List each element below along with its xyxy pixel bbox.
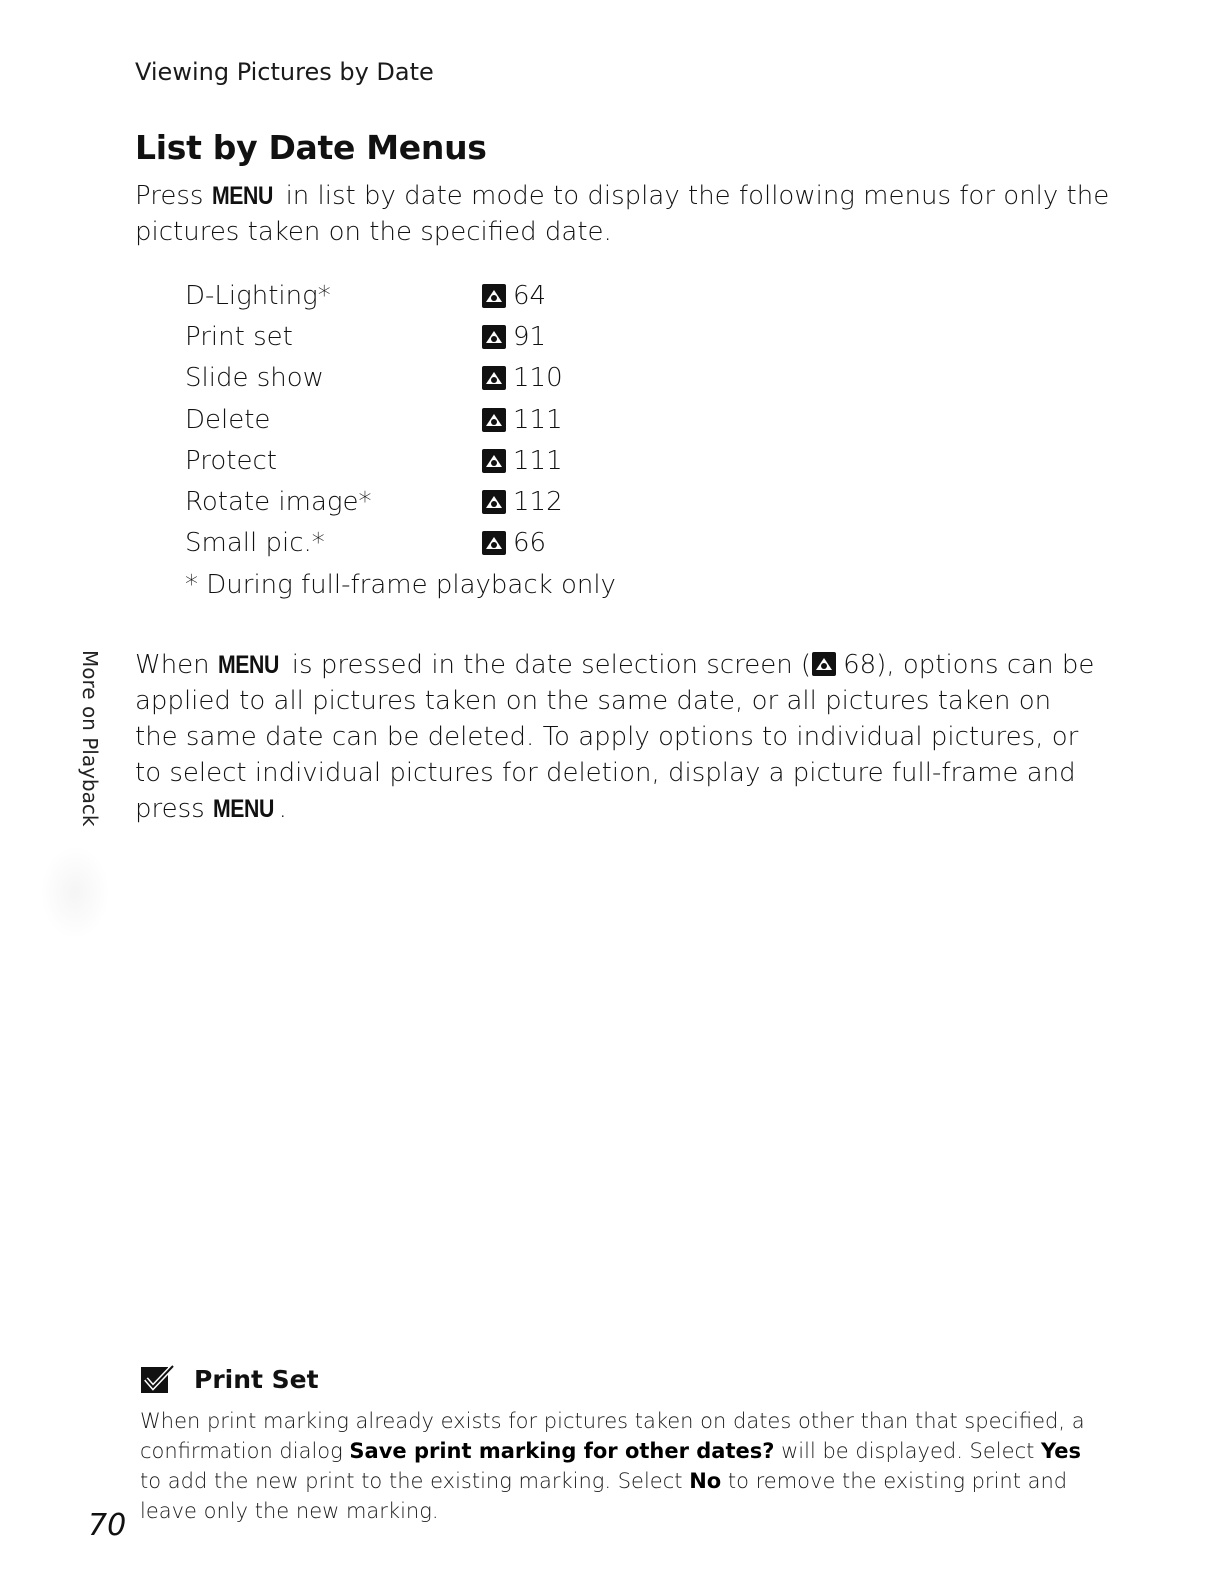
- menu-item-row: [185, 440, 616, 481]
- note-title: Print Set: [194, 1364, 319, 1394]
- note-text: When print marking already exists for pictures taken on dates other than that specified, a confirmation dialog: [140, 1409, 1085, 1463]
- page-reference-icon: [481, 365, 507, 391]
- menu-item-label: Protect: [185, 445, 277, 476]
- note-body: [140, 1406, 1100, 1526]
- note-text: to remove the existing print and leave only the new marking.: [140, 1469, 1068, 1523]
- page-reference: [481, 405, 563, 435]
- page-reference: [481, 446, 563, 476]
- page-reference: [481, 363, 563, 393]
- menu-item-row: [185, 316, 616, 357]
- page-number-ref: 91: [513, 321, 547, 352]
- body-text: is pressed in the date selection screen (: [283, 650, 812, 680]
- menu-item-label: Rotate image*: [185, 487, 372, 518]
- menu-key-label: MENU: [211, 182, 273, 210]
- option-yes-text: Yes: [1041, 1439, 1082, 1463]
- menu-options-list: [185, 275, 616, 605]
- page-reference-icon: [481, 283, 507, 309]
- page-number-ref: 110: [513, 363, 563, 394]
- menu-item-label: Small pic.*: [185, 528, 325, 559]
- section-title: List by Date Menus: [135, 128, 487, 167]
- page-number-ref: 68: [843, 650, 877, 680]
- chapter-side-tab: [74, 650, 104, 840]
- page-reference-icon: [481, 530, 507, 556]
- intro-text-start: Press: [135, 181, 212, 211]
- menu-item-label: D-Lighting*: [185, 280, 331, 311]
- page-number-ref: 66: [513, 528, 547, 559]
- chapter-side-tab-label: More on Playback: [78, 650, 102, 827]
- page-number-ref: 111: [513, 445, 563, 476]
- body-text: When: [135, 650, 218, 680]
- page-reference-icon: [481, 448, 507, 474]
- dialog-prompt-text: Save print marking for other dates?: [349, 1439, 775, 1463]
- page-number-ref: 112: [513, 487, 563, 518]
- page-number: 70: [88, 1508, 127, 1543]
- print-set-note: [140, 1358, 1100, 1526]
- page-reference-icon: [481, 489, 507, 515]
- page-reference-icon: [811, 651, 837, 677]
- menu-item-row: [185, 399, 616, 440]
- note-text: will be displayed. Select: [774, 1439, 1042, 1463]
- menu-item-label: Slide show: [185, 363, 324, 394]
- menu-item-label: Delete: [185, 404, 271, 435]
- check-mark-icon: [140, 1364, 176, 1394]
- page-reference: [481, 528, 546, 558]
- side-tab-marker: [40, 845, 110, 940]
- page-reference: [481, 281, 546, 311]
- intro-paragraph: [135, 178, 1115, 250]
- note-header: [140, 1358, 1100, 1400]
- page-reference: [481, 322, 546, 352]
- intro-text-end: in list by date mode to display the following menus for only the pictures taken on the specified date.: [135, 181, 1110, 247]
- menu-item-row: [185, 358, 616, 399]
- note-text: to add the new print to the existing marking. Select: [140, 1469, 690, 1493]
- page-reference-icon: [481, 407, 507, 433]
- menu-key-label: MENU: [217, 651, 279, 679]
- page-number-ref: 64: [513, 280, 547, 311]
- body-text: ), options can be applied to all pictures taken on the same date, or all pictures taken on the same date can be deleted. To apply options to individual pictures, or to select individual pictures for deletion, display a picture full-frame and press: [135, 650, 1095, 824]
- page-reference-icon: [481, 324, 507, 350]
- menu-key-label: MENU: [212, 795, 274, 823]
- body-paragraph: [135, 647, 1095, 827]
- option-no-text: No: [689, 1469, 722, 1493]
- menu-item-row: [185, 275, 616, 316]
- running-header: Viewing Pictures by Date: [135, 58, 434, 86]
- page-reference: [481, 487, 563, 517]
- footnote: * During full-frame playback only: [185, 569, 616, 600]
- page-number-ref: 111: [513, 404, 563, 435]
- body-text: .: [278, 794, 287, 824]
- menu-item-row: [185, 523, 616, 564]
- menu-item-row: [185, 481, 616, 522]
- menu-item-label: Print set: [185, 321, 293, 352]
